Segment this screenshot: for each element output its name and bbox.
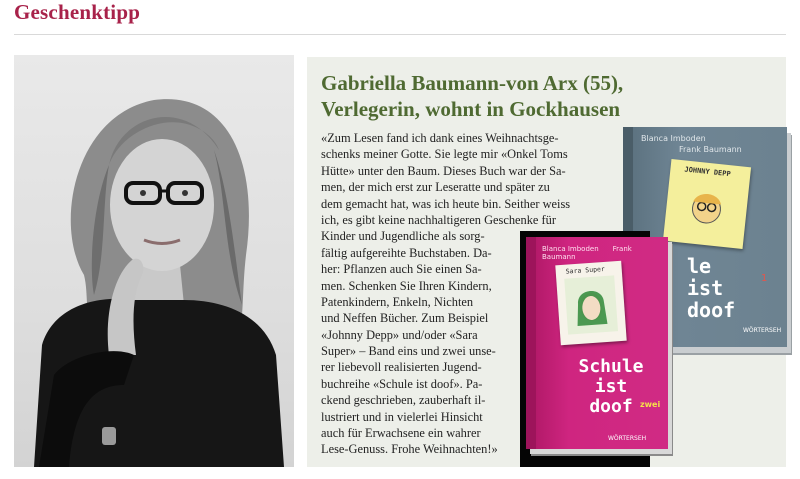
section-kicker: Geschenktipp xyxy=(14,0,141,24)
body-line: buchreihe «Schule ist doof». Pa- xyxy=(321,376,483,391)
header-divider xyxy=(14,34,786,35)
body-line: rer liebevoll realisierten Jugend- xyxy=(321,360,482,375)
body-line: men, der mich erst zur Leseratte und später zu xyxy=(321,180,550,195)
sticky-note xyxy=(663,159,751,249)
body-line: «Zum Lesen fand ich dank eines Weihnachtsge- xyxy=(321,131,559,145)
body-line: ich, es gibt keine nachhaltigeren Geschenke für xyxy=(321,212,556,227)
body-line: Patenkindern, Enkeln, Nichten xyxy=(321,294,474,309)
book-title xyxy=(687,255,735,321)
headline-line-2: Verlegerin, wohnt in Gockhausen xyxy=(321,97,621,121)
body-line: dem gemacht hat, was ich heute bin. Seither weiss xyxy=(321,196,571,211)
body-line: Lese-Genuss. Frohe Weihnachten!» xyxy=(321,442,498,457)
portrait-photo xyxy=(14,55,294,467)
book-title-line: doof xyxy=(687,298,736,322)
body-line: fältig aufgereihte Buchstaben. Da- xyxy=(321,245,492,260)
body-line: Hütte» unter den Baum. Dieses Buch war der Sa- xyxy=(321,163,566,178)
headline-line-1: Gabriella Baumann-von Arx (55), xyxy=(321,71,624,95)
book-authors xyxy=(641,133,761,155)
book-author: Blanca Imboden xyxy=(542,245,599,253)
book-authors xyxy=(542,245,666,261)
body-line: Super» – Band eins und zwei unse- xyxy=(321,344,496,359)
book-volume: 1 xyxy=(761,273,768,284)
body-line: schenks meiner Gotte. Sie legte mir «Onkel Toms xyxy=(321,147,568,162)
book-author: Frank Baumann xyxy=(542,245,632,261)
note-title: JOHNNY DEPP xyxy=(684,165,732,179)
book-title-line: doof xyxy=(589,396,633,417)
book-volume: zwei xyxy=(640,400,661,409)
book-cover-sara-super xyxy=(526,237,668,449)
card-title: Sara Super xyxy=(565,264,606,276)
body-line: ckend geschrieben, zauberhaft il- xyxy=(321,393,486,408)
book-title-line: Schule xyxy=(578,356,644,377)
book-publisher: WÖRTERSEH xyxy=(743,327,782,334)
body-line: und Neffen Bücher. Zum Beispiel xyxy=(321,311,489,326)
polaroid-card xyxy=(555,261,626,345)
book-title-line: ist xyxy=(594,376,628,397)
body-line: her: Pflanzen auch Sie einen Sa- xyxy=(321,262,482,277)
book-publisher: WÖRTERSEH xyxy=(608,435,647,442)
article-headline xyxy=(321,70,681,122)
body-line: Kinder und Jugendliche als sorg- xyxy=(321,229,485,244)
book-author: Frank Baumann xyxy=(679,145,742,154)
body-line: «Johnny Depp» und/oder «Sara xyxy=(321,327,478,342)
book-title-line: ist xyxy=(687,276,724,300)
body-line: lustriert und in vielerlei Hinsicht xyxy=(321,409,483,424)
body-line: auch für Erwachsene ein wahrer xyxy=(321,426,481,441)
book-title-line: le xyxy=(687,254,712,278)
body-line: men. Schenken Sie Ihren Kindern, xyxy=(321,278,492,293)
book-author: Blanca Imboden xyxy=(641,134,706,143)
